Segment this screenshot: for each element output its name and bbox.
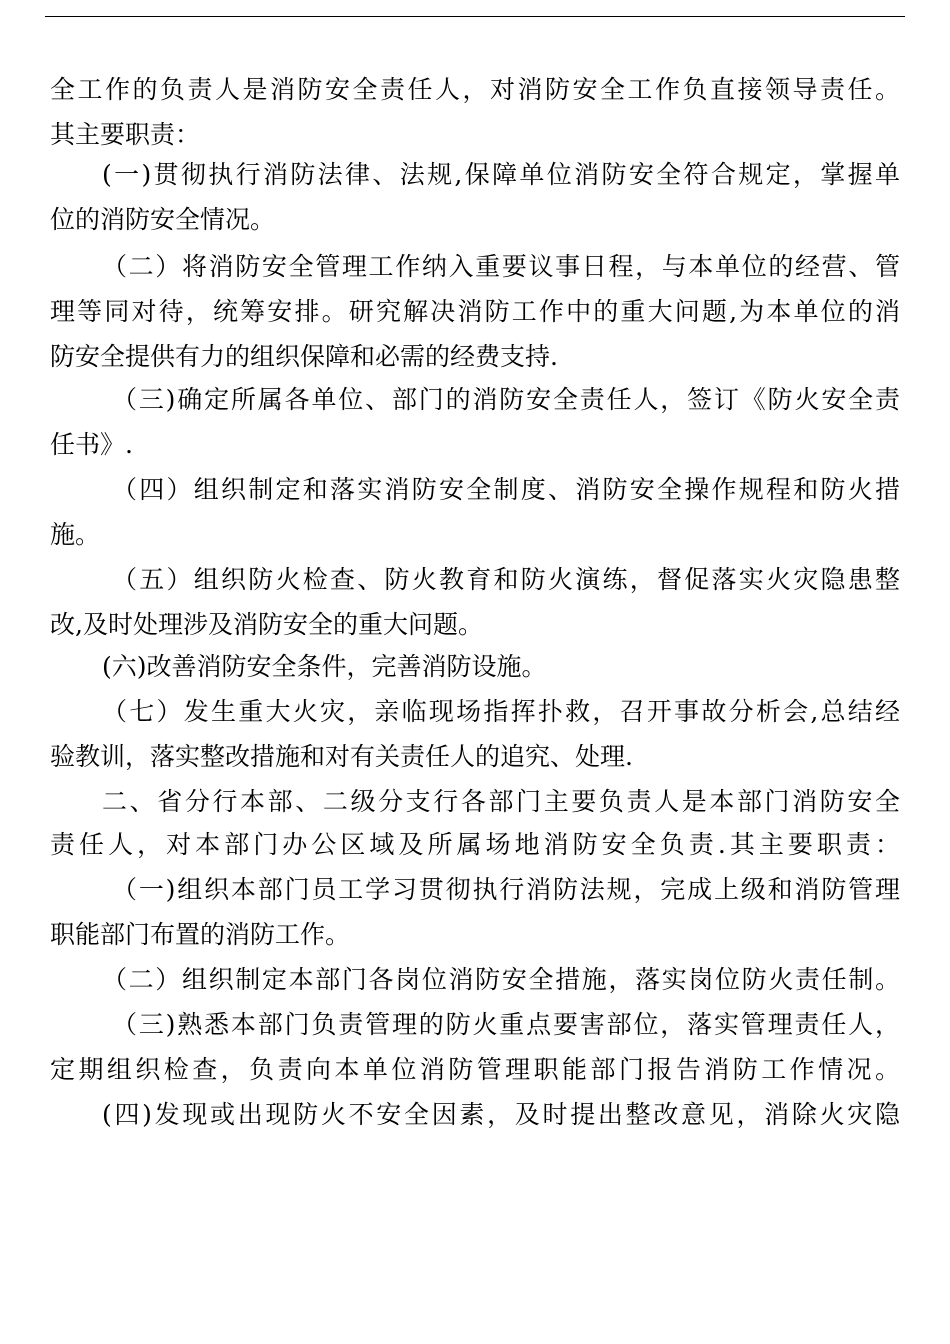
header-rule — [45, 16, 905, 17]
text-line: 其主要职责： — [50, 120, 201, 149]
text-line: 验教训，落实整改措施和对有关责任人的追究、处理. — [50, 742, 633, 771]
text-line: 职能部门布置的消防工作。 — [50, 920, 351, 949]
text-line: (一)贯彻执行消防法律、法规,保障单位消防安全符合规定，掌握单 — [102, 160, 900, 189]
text-line: (四)发现或出现防火不安全因素，及时提出整改意见，消除火灾隐 — [102, 1100, 900, 1129]
text-line: （一)组织本部门员工学习贯彻执行消防法规，完成上级和消防管理 — [112, 875, 900, 904]
text-line: 全工作的负责人是消防安全责任人，对消防安全工作负直接领导责任。 — [50, 75, 900, 104]
text-line: 防安全提供有力的组织保障和必需的经费支持. — [50, 342, 558, 371]
text-line: 改,及时处理涉及消防安全的重大问题。 — [50, 610, 483, 639]
text-line: （二）组织制定本部门各岗位消防安全措施，落实岗位防火责任制。 — [102, 965, 900, 994]
text-line: 位的消防安全情况。 — [50, 205, 276, 234]
text-line: （四）组织制定和落实消防安全制度、消防安全操作规程和防火措 — [112, 475, 900, 504]
text-line: （三)确定所属各单位、部门的消防安全责任人，签订《防火安全责 — [112, 385, 900, 414]
text-line: （二）将消防安全管理工作纳入重要议事日程，与本单位的经营、管 — [102, 252, 900, 281]
text-line: 施。 — [50, 520, 101, 549]
text-line: (六)改善消防安全条件，完善消防设施。 — [102, 652, 547, 681]
text-line: （三)熟悉本部门负责管理的防火重点要害部位，落实管理责任人， — [112, 1010, 900, 1039]
text-line: 二、省分行本部、二级分支行各部门主要负责人是本部门消防安全 — [102, 787, 900, 816]
text-line: （七）发生重大火灾，亲临现场指挥扑救，召开事故分析会,总结经 — [102, 697, 900, 726]
text-line: 责任人，对本部门办公区域及所属场地消防安全负责.其主要职责： — [50, 830, 900, 859]
text-line: 定期组织检查，负责向本单位消防管理职能部门报告消防工作情况。 — [50, 1055, 900, 1084]
text-line: 任书》. — [50, 430, 133, 459]
text-line: （五）组织防火检查、防火教育和防火演练，督促落实火灾隐患整 — [112, 565, 900, 594]
text-line: 理等同对待，统筹安排。研究解决消防工作中的重大问题,为本单位的消 — [50, 297, 900, 326]
